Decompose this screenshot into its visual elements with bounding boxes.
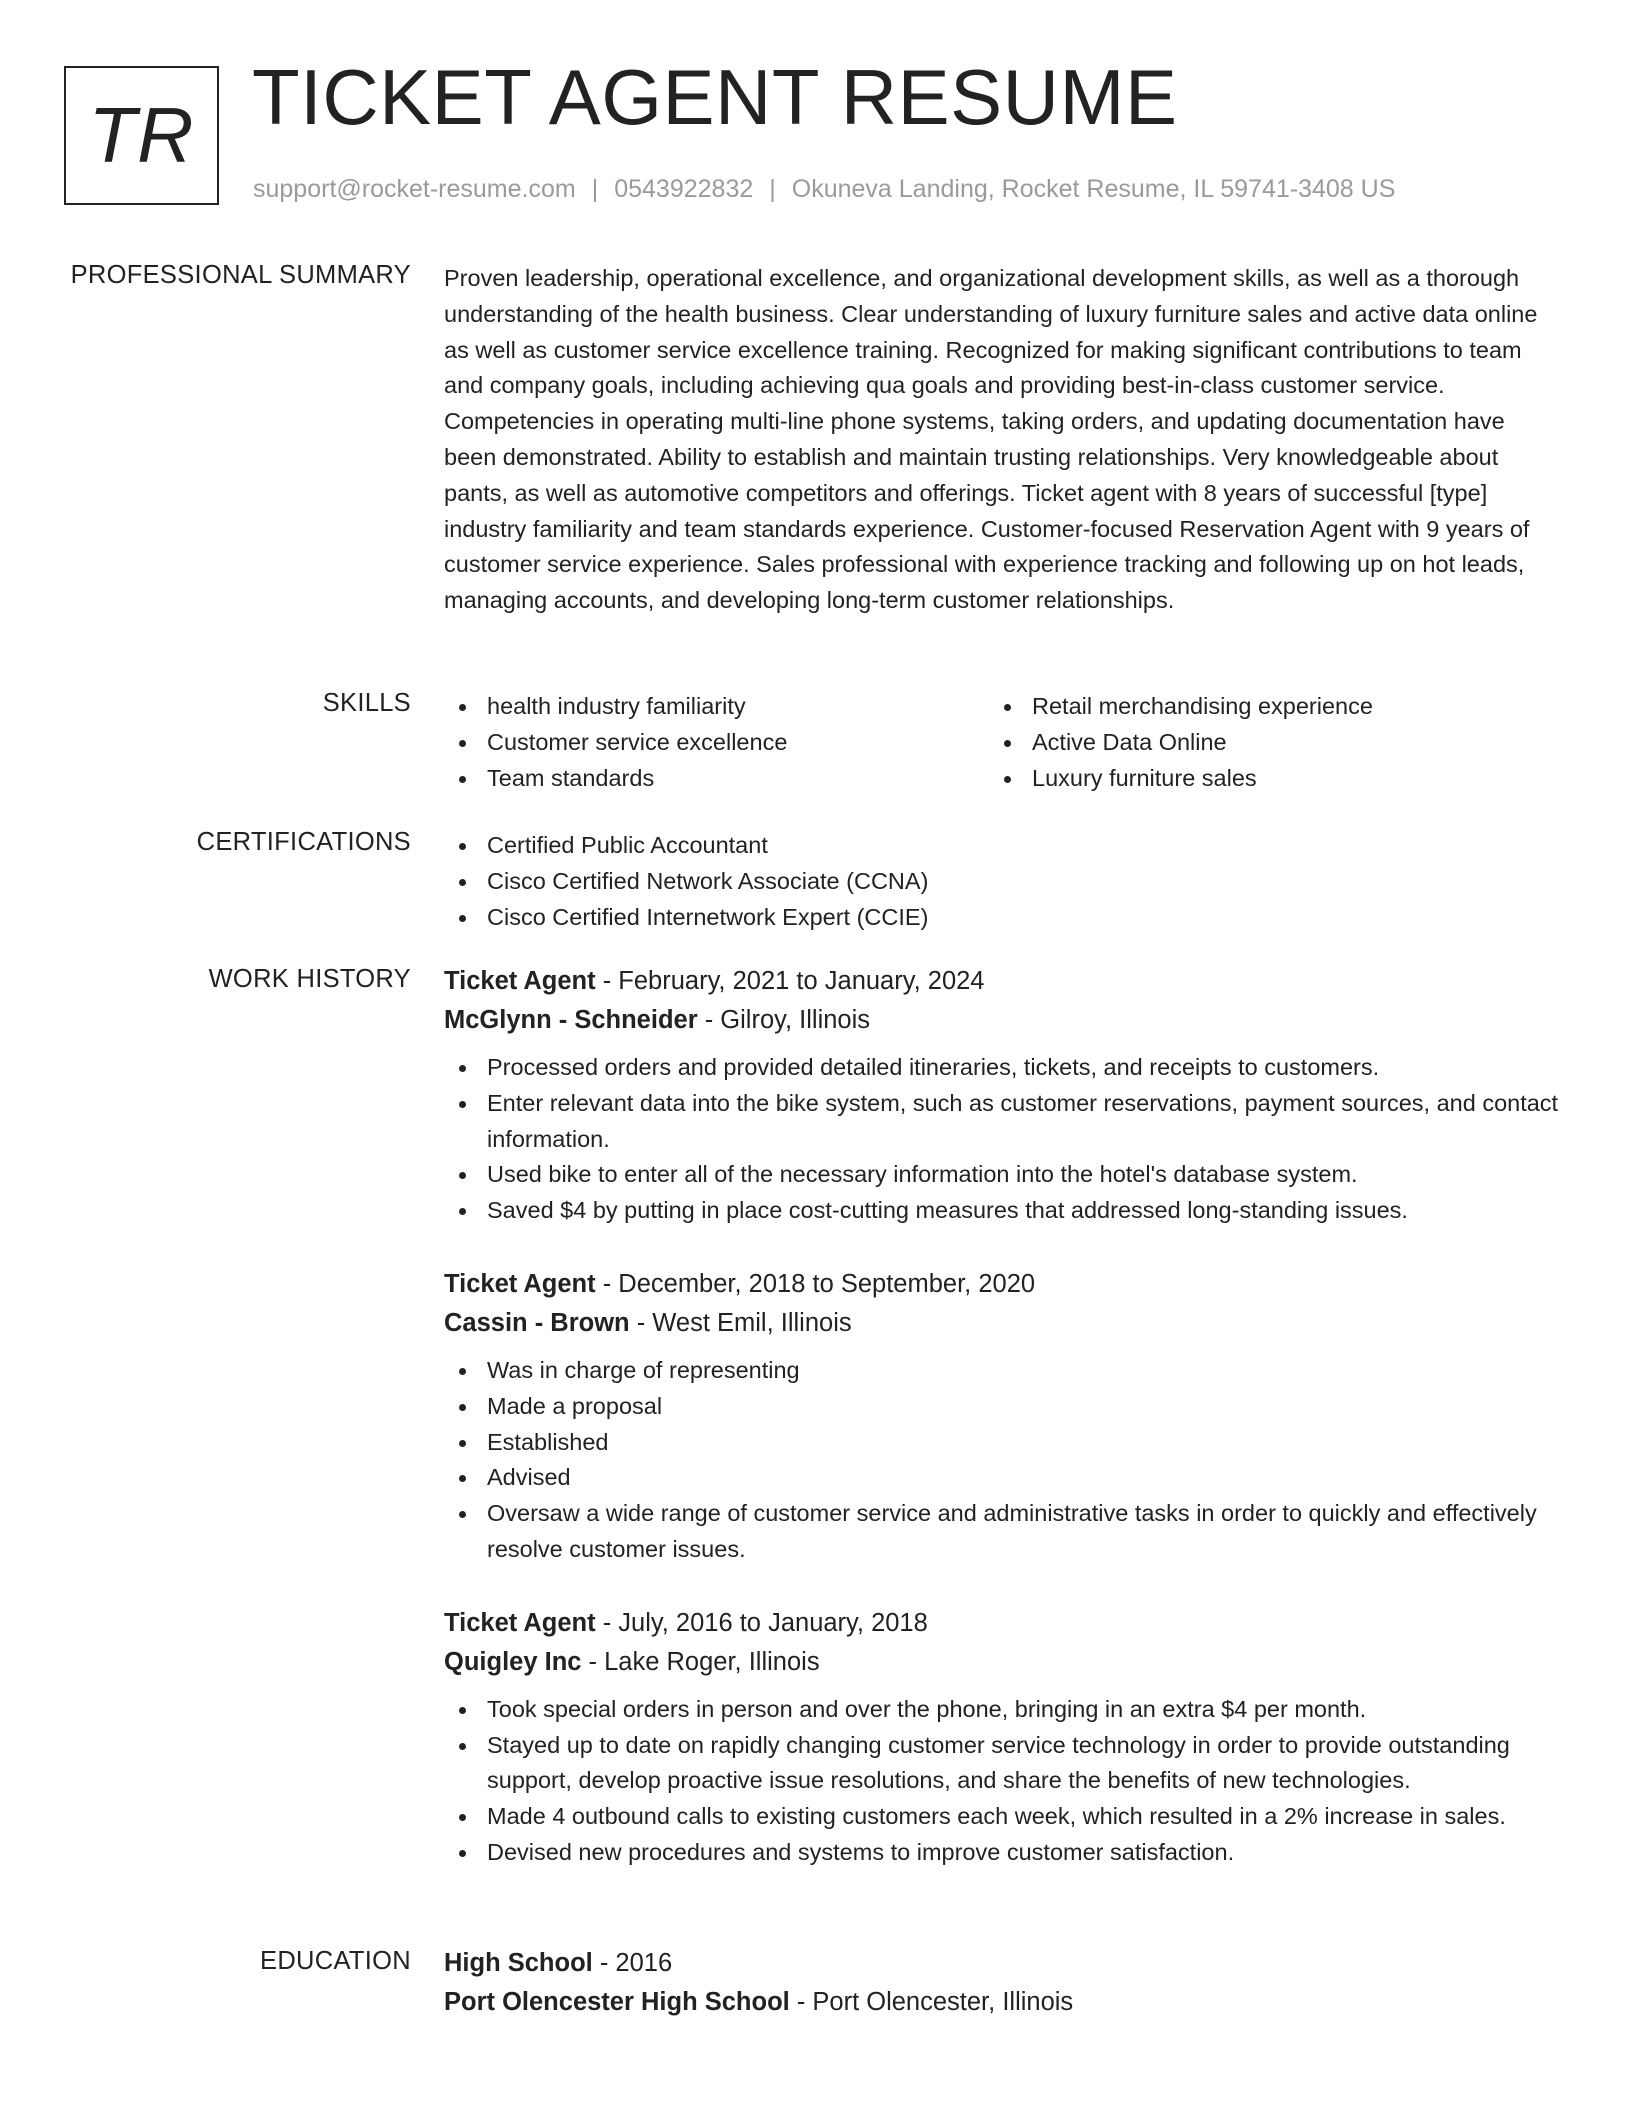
list-item: Saved $4 by putting in place cost-cutting measures that addressed long-standing issues. <box>444 1193 1560 1229</box>
list-item: Processed orders and provided detailed itineraries, tickets, and receipts to customers. <box>444 1050 1560 1086</box>
job-location: - Gilroy, Illinois <box>697 1006 871 1034</box>
job-dates: - December, 2018 to September, 2020 <box>595 1269 1036 1298</box>
contact-email[interactable]: support@rocket-resume.com <box>253 175 576 203</box>
section-heading-skills: SKILLS <box>322 689 411 717</box>
education-year: - 2016 <box>592 1949 673 1977</box>
list-item: Took special orders in person and over the phone, bringing in an extra $4 per month. <box>444 1692 1560 1728</box>
job-title-line <box>444 1265 1560 1304</box>
list-item: Enter relevant data into the bike system, such as customer reservations, payment sources, and contact information. <box>444 1086 1560 1158</box>
contact-phone[interactable]: 0543922832 <box>614 175 754 203</box>
list-item: Advised <box>444 1460 1560 1496</box>
job-location: - Lake Roger, Illinois <box>581 1647 820 1676</box>
job-location: - West Emil, Illinois <box>629 1308 852 1337</box>
job-company-line <box>444 1304 1560 1343</box>
list-item: Cisco Certified Internetwork Expert (CCIE) <box>444 900 1560 936</box>
list-item: Luxury furniture sales <box>989 761 1534 797</box>
job-entry <box>444 1604 1560 1871</box>
job-company: Cassin - Brown <box>444 1308 630 1337</box>
job-title: Ticket Agent <box>444 1608 596 1637</box>
list-item: Active Data Online <box>989 725 1534 761</box>
contact-separator: | <box>769 175 776 203</box>
job-entry <box>444 1265 1560 1568</box>
section-heading-certifications: CERTIFICATIONS <box>196 828 411 856</box>
list-item: Cisco Certified Network Associate (CCNA) <box>444 864 1560 900</box>
skills-list-right <box>989 689 1534 796</box>
resume-title: TICKET AGENT RESUME <box>252 53 1178 141</box>
job-bullets <box>444 1353 1560 1568</box>
list-item: Devised new procedures and systems to improve customer satisfaction. <box>444 1835 1560 1871</box>
job-company: McGlynn - Schneider <box>444 1006 698 1034</box>
job-bullets <box>444 1692 1560 1871</box>
job-title: Ticket Agent <box>444 967 596 995</box>
skills-list-left <box>444 689 989 796</box>
job-company-line <box>444 1001 1560 1040</box>
list-item: Made 4 outbound calls to existing customers each week, which resulted in a 2% increase in sales. <box>444 1799 1560 1835</box>
contact-address: Okuneva Landing, Rocket Resume, IL 59741-3408 US <box>791 175 1396 203</box>
list-item: Oversaw a wide range of customer service and administrative tasks in order to quickly and effectively resolve customer issues. <box>444 1496 1560 1568</box>
job-dates: - July, 2016 to January, 2018 <box>595 1608 928 1637</box>
list-item: Made a proposal <box>444 1389 1560 1425</box>
list-item: Stayed up to date on rapidly changing customer service technology in order to provide outstanding support, develop proactive issue resolutions, and share the benefits of new technologies. <box>444 1728 1560 1800</box>
section-heading-work-history: WORK HISTORY <box>208 965 411 993</box>
list-item: Established <box>444 1425 1560 1461</box>
job-entry <box>444 962 1560 1229</box>
list-item: Certified Public Accountant <box>444 828 1560 864</box>
list-item: Used bike to enter all of the necessary information into the hotel's database system. <box>444 1157 1560 1193</box>
list-item: Was in charge of representing <box>444 1353 1560 1389</box>
section-heading-education: EDUCATION <box>260 1947 411 1975</box>
monogram-logo: TR <box>64 66 219 205</box>
list-item: Retail merchandising experience <box>989 689 1534 725</box>
certifications-list <box>444 828 1560 935</box>
job-title-line <box>444 1604 1560 1643</box>
job-title: Ticket Agent <box>444 1269 596 1298</box>
section-heading-summary: PROFESSIONAL SUMMARY <box>70 261 411 289</box>
education-school-line <box>444 1983 1560 2022</box>
education-degree-line <box>444 1944 1560 1983</box>
job-title-line <box>444 962 1560 1001</box>
list-item: health industry familiarity <box>444 689 989 725</box>
job-company: Quigley Inc <box>444 1647 582 1676</box>
job-dates: - February, 2021 to January, 2024 <box>595 967 985 995</box>
education-degree: High School <box>444 1949 593 1977</box>
job-company-line <box>444 1643 1560 1682</box>
education-location: - Port Olencester, Illinois <box>789 1988 1074 2016</box>
list-item: Customer service excellence <box>444 725 989 761</box>
education-school: Port Olencester High School <box>444 1988 790 2016</box>
summary-text: Proven leadership, operational excellence, and organizational development skills, as well as a thorough understanding of the health business. Clear understanding of luxury furniture sales and active data online as well as customer service excellence training. Recognized for making significant contributions to team and company goals, including achieving qua goals and providing best-in-class customer service. Competencies in operating multi-line phone systems, taking orders, and updating documentation have been demonstrated. Ability to establish and maintain trusting relationships. Very knowledgeable about pants, as well as automotive competitors and offerings. Ticket agent with 8 years of successful [type] industry familiarity and team standards experience. Customer-focused Reservation Agent with 9 years of customer service experience. Sales professional with experience tracking and following up on hot leads, managing accounts, and developing long-term customer relationships. <box>444 265 1538 614</box>
contact-separator: | <box>591 175 599 203</box>
job-bullets <box>444 1050 1560 1229</box>
contact-line <box>253 175 1395 204</box>
list-item: Team standards <box>444 761 989 797</box>
